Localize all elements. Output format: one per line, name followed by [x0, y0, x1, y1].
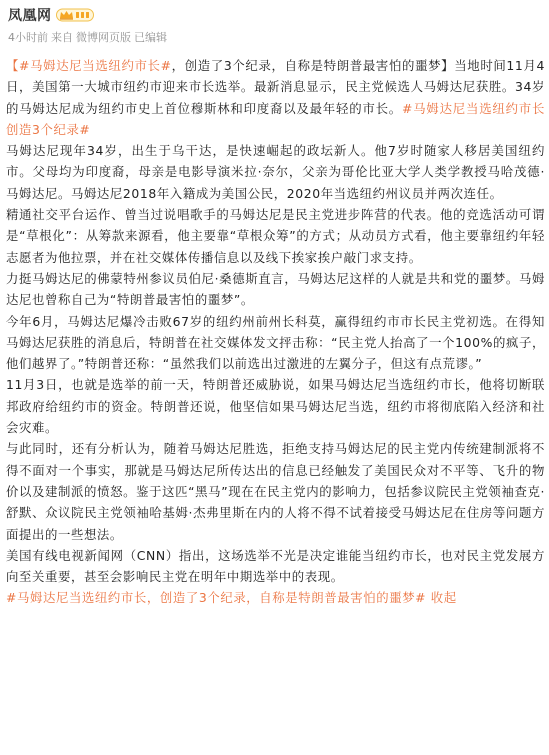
topic-link[interactable]: 【#马姆达尼当选纽约市长#	[6, 58, 172, 73]
paragraph-text: ，创造了3个纪录，自称是特朗普最害怕的噩梦】当地时间11月4日，美国第一大城市纽约市迎来市长选举。最新消息显示，民主党候选人马姆达尼获胜。34岁的马姆达尼成为纽约市史上首位穆斯林和印度裔以及最年轻的市长。	[6, 58, 545, 116]
edited-label[interactable]: 已编辑	[134, 31, 167, 44]
source-prefix: 来自	[51, 31, 73, 44]
paragraph-8: 美国有线电视新闻网（CNN）指出，这场选举不光是决定谁能当纽约市长，也对民主党发展方向至关重要，甚至会影响民主党在明年中期选举中的表现。	[6, 547, 545, 585]
paragraph-2: 马姆达尼现年34岁，出生于乌干达，是快速崛起的政坛新人。他7岁时随家人移居美国纽约市。父母均为印度裔，母亲是电影导演米拉·奈尔，父亲为哥伦比亚大学人类学教授马哈茂德·马姆达尼。马姆达尼2018年入籍成为美国公民，2020年当选纽约州议员并两次连任。	[6, 143, 545, 201]
topic-link[interactable]: #马姆达尼当选纽约市长创造3个纪录#	[6, 100, 546, 137]
paragraph-5: 今年6月，马姆达尼爆冷击败67岁的纽约州前州长科莫，赢得纽约市市长民主党初选。在得知马姆达尼获胜的消息后，特朗普在社交媒体发文抨击称：“民主党人抬高了一个100%的疯子，他们越界了。”特朗普还称：“虽然我们以前选出过激进的左翼分子，但这有点荒谬。”	[6, 313, 545, 372]
paragraph-4: 力挺马姆达尼的佛蒙特州参议员伯尼·桑德斯直言，马姆达尼这样的人就是共和党的噩梦。马姆达尼也曾称自己为“特朗普最害怕的噩梦”。	[6, 270, 545, 308]
paragraph-1	[6, 55, 545, 140]
post-time[interactable]: 4小时前	[8, 31, 48, 44]
paragraph-7: 与此同时，还有分析认为，随着马姆达尼胜选，拒绝支持马姆达尼的民主党内传统建制派将不得不面对一个事实，那就是马姆达尼所传达出的信息已经触发了美国民众对不平等、飞升的物价以及建制派的愤怒。鉴于这匹“黑马”现在在民主党内的影响力，包括参议院民主党领袖查克·舒默、众议院民主党领袖哈基姆·杰弗里斯在内的人将不得不试着接受马姆达尼在住房等问题方面提出的一些想法。	[6, 441, 545, 542]
post-content	[6, 55, 545, 609]
bottom-fade	[0, 733, 549, 755]
author-name[interactable]: 凤凰网	[8, 8, 52, 24]
collapse-link[interactable]: 收起	[430, 590, 457, 606]
post-source: 微博网页版	[76, 31, 131, 44]
vip-crown-badge-icon[interactable]	[56, 7, 94, 23]
topic-link[interactable]: #马姆达尼当选纽约市长，创造了3个纪录，自称是特朗普最害怕的噩梦#	[6, 590, 427, 606]
post-meta	[8, 29, 549, 45]
author-row	[8, 4, 549, 26]
paragraph-3: 精通社交平台运作、曾当过说唱歌手的马姆达尼是民主党进步阵营的代表。他的竞选活动可谓是“草根化”：从筹款来源看，他主要靠“草根众筹”的方式；从动员方式看，他主要靠纽约年轻志愿者为他拉票，并在社交媒体传播信息以及线下挨家挨户敲门求支持。	[6, 207, 545, 265]
post-header	[0, 0, 549, 46]
paragraph-9	[6, 587, 545, 608]
paragraph-6: 11月3日，也就是选举的前一天，特朗普还威胁说，如果马姆达尼当选纽约市长，他将切断联邦政府给纽约市的资金。特朗普还说，他坚信如果马姆达尼当选，纽约市将彻底陷入经济和社会灾难。	[6, 377, 545, 436]
